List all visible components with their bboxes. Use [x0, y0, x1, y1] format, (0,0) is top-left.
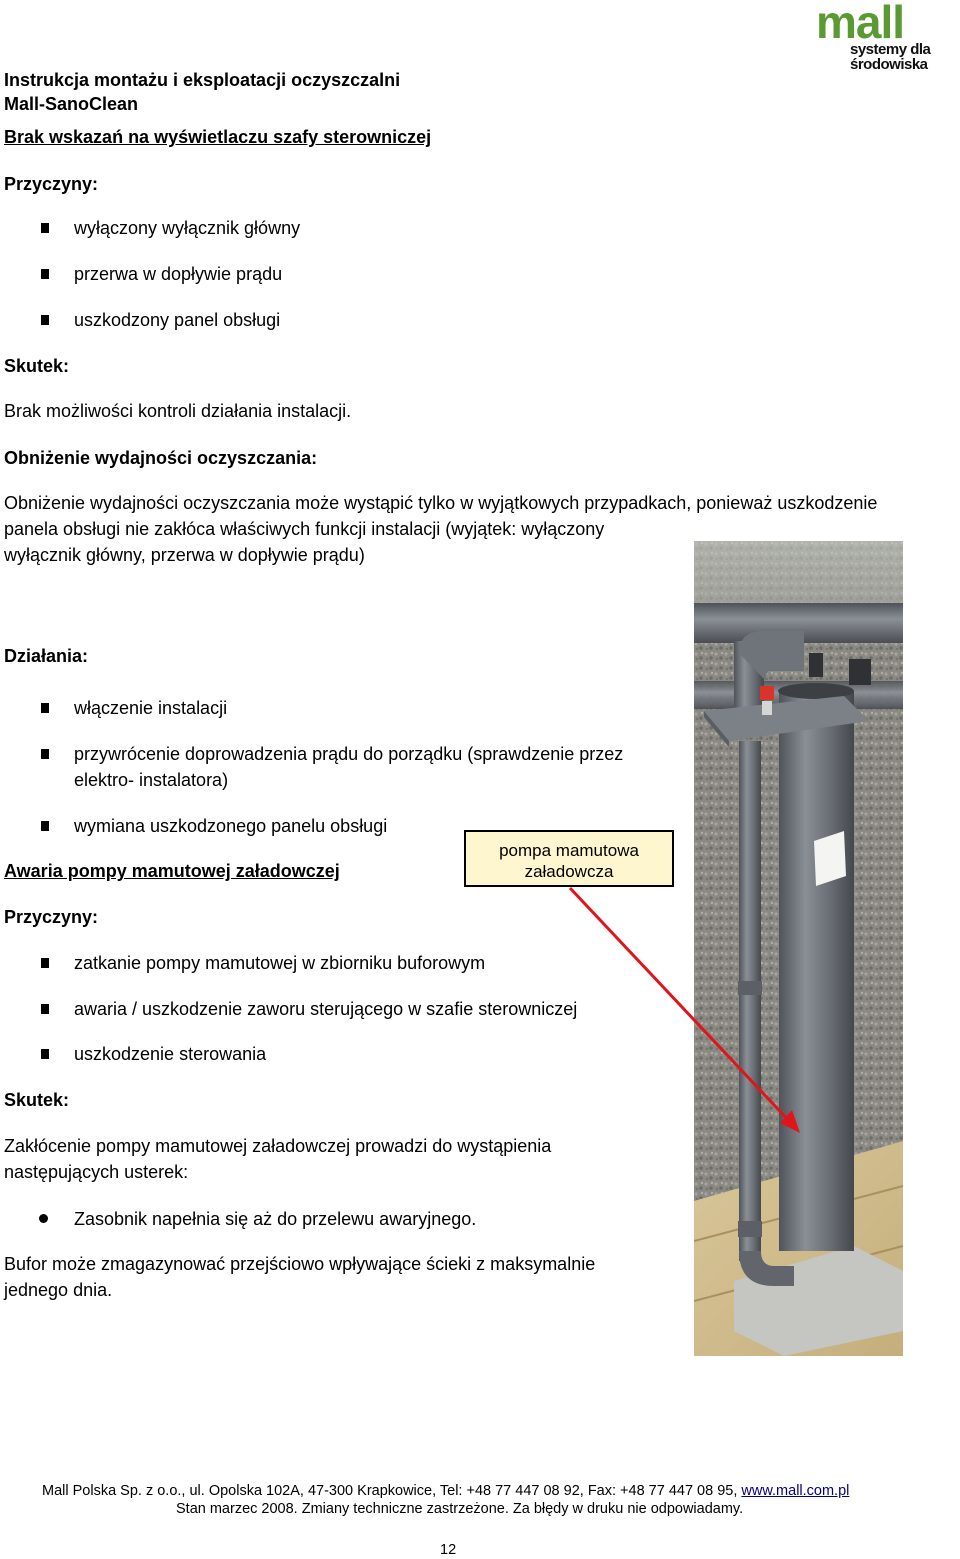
paragraph-line: Zakłócenie pompy mamutowej załadowczej prowadzi do wystąpienia: [4, 1136, 552, 1156]
effect-label-2: Skutek:: [4, 1090, 70, 1110]
list-item: uszkodzony panel obsługi: [74, 310, 281, 330]
company-logo: [816, 2, 956, 72]
footer-contact: Mall Polska Sp. z o.o., ul. Opolska 102A, 47-300 Krapkowice, Tel: +48 77 447 08 92, Fax: +48 77 447 08 95,: [42, 1483, 742, 1499]
footer-disclaimer: Stan marzec 2008. Zmiany techniczne zastrzeżone. Za błędy w druku nie odpowiadamy.: [176, 1501, 744, 1517]
effect-text-1: Brak możliwości kontroli działania instalacji.: [4, 401, 352, 421]
bullet-square: [41, 958, 49, 968]
logo-tagline-2: środowiska: [850, 56, 928, 73]
footer-website-link[interactable]: www.mall.com.pl: [741, 1483, 850, 1499]
paragraph-line: następujących usterek:: [4, 1162, 189, 1182]
bullet-square: [41, 315, 49, 325]
paragraph-line: panela obsługi nie zakłóca właściwych funkcji instalacji (wyjątek: wyłączony: [4, 519, 605, 539]
document-title-line1: Instrukcja montażu i eksploatacji oczyszczalni: [4, 70, 401, 90]
section-heading-pump-failure: Awaria pompy mamutowej załadowczej: [4, 861, 340, 881]
bullet-square: [41, 269, 49, 279]
list-item: wyłączony wyłącznik główny: [74, 218, 301, 238]
bullet-dot: [39, 1214, 48, 1223]
bullet-square: [41, 749, 49, 759]
logo-tagline-1: systemy dla: [850, 41, 931, 58]
bullet-square: [41, 223, 49, 233]
paragraph-line: jednego dnia.: [4, 1280, 113, 1300]
section-heading-efficiency: Obniżenie wydajności oczyszczania:: [4, 448, 318, 468]
bullet-square: [41, 1049, 49, 1059]
list-item: uszkodzenie sterowania: [74, 1044, 267, 1064]
list-item: przerwa w dopływie prądu: [74, 264, 283, 284]
list-item: włączenie instalacji: [74, 698, 228, 718]
list-item-continuation: elektro- instalatora): [74, 770, 229, 790]
bullet-square: [41, 703, 49, 713]
list-item: Zasobnik napełnia się aż do przelewu awaryjnego.: [74, 1209, 477, 1229]
section-heading-display: Brak wskazań na wyświetlaczu szafy sterowniczej: [4, 127, 432, 147]
actions-label: Działania:: [4, 646, 89, 666]
footer-address: [42, 1482, 849, 1500]
effect-label-1: Skutek:: [4, 356, 70, 376]
list-item: zatkanie pompy mamutowej w zbiorniku buforowym: [74, 953, 486, 973]
logo-brand: mall: [816, 0, 905, 48]
paragraph-line: Bufor może zmagazynować przejściowo wpływające ścieki z maksymalnie: [4, 1254, 596, 1274]
list-item: awaria / uszkodzenie zaworu sterującego w szafie sterowniczej: [74, 999, 578, 1019]
list-item: przywrócenie doprowadzenia prądu do porządku (sprawdzenie przez: [74, 744, 624, 764]
page-number: 12: [440, 1542, 457, 1558]
causes-label-2: Przyczyny:: [4, 907, 99, 927]
callout-line1: pompa mamutowa: [499, 841, 639, 860]
callout-line2: załadowcza: [524, 862, 614, 881]
bullet-square: [41, 1004, 49, 1014]
bullet-square: [41, 821, 49, 831]
document-title-line2: Mall-SanoClean: [4, 94, 139, 114]
pump-callout-label: [464, 830, 674, 887]
paragraph-line: Obniżenie wydajności oczyszczania może wystąpić tylko w wyjątkowych przypadkach, ponieważ uszkodzenie: [4, 493, 878, 513]
causes-label-1: Przyczyny:: [4, 174, 99, 194]
list-item: wymiana uszkodzonego panelu obsługi: [74, 816, 388, 836]
paragraph-line: wyłącznik główny, przerwa w dopływie prądu): [4, 545, 365, 565]
callout-arrow: [560, 880, 810, 1140]
